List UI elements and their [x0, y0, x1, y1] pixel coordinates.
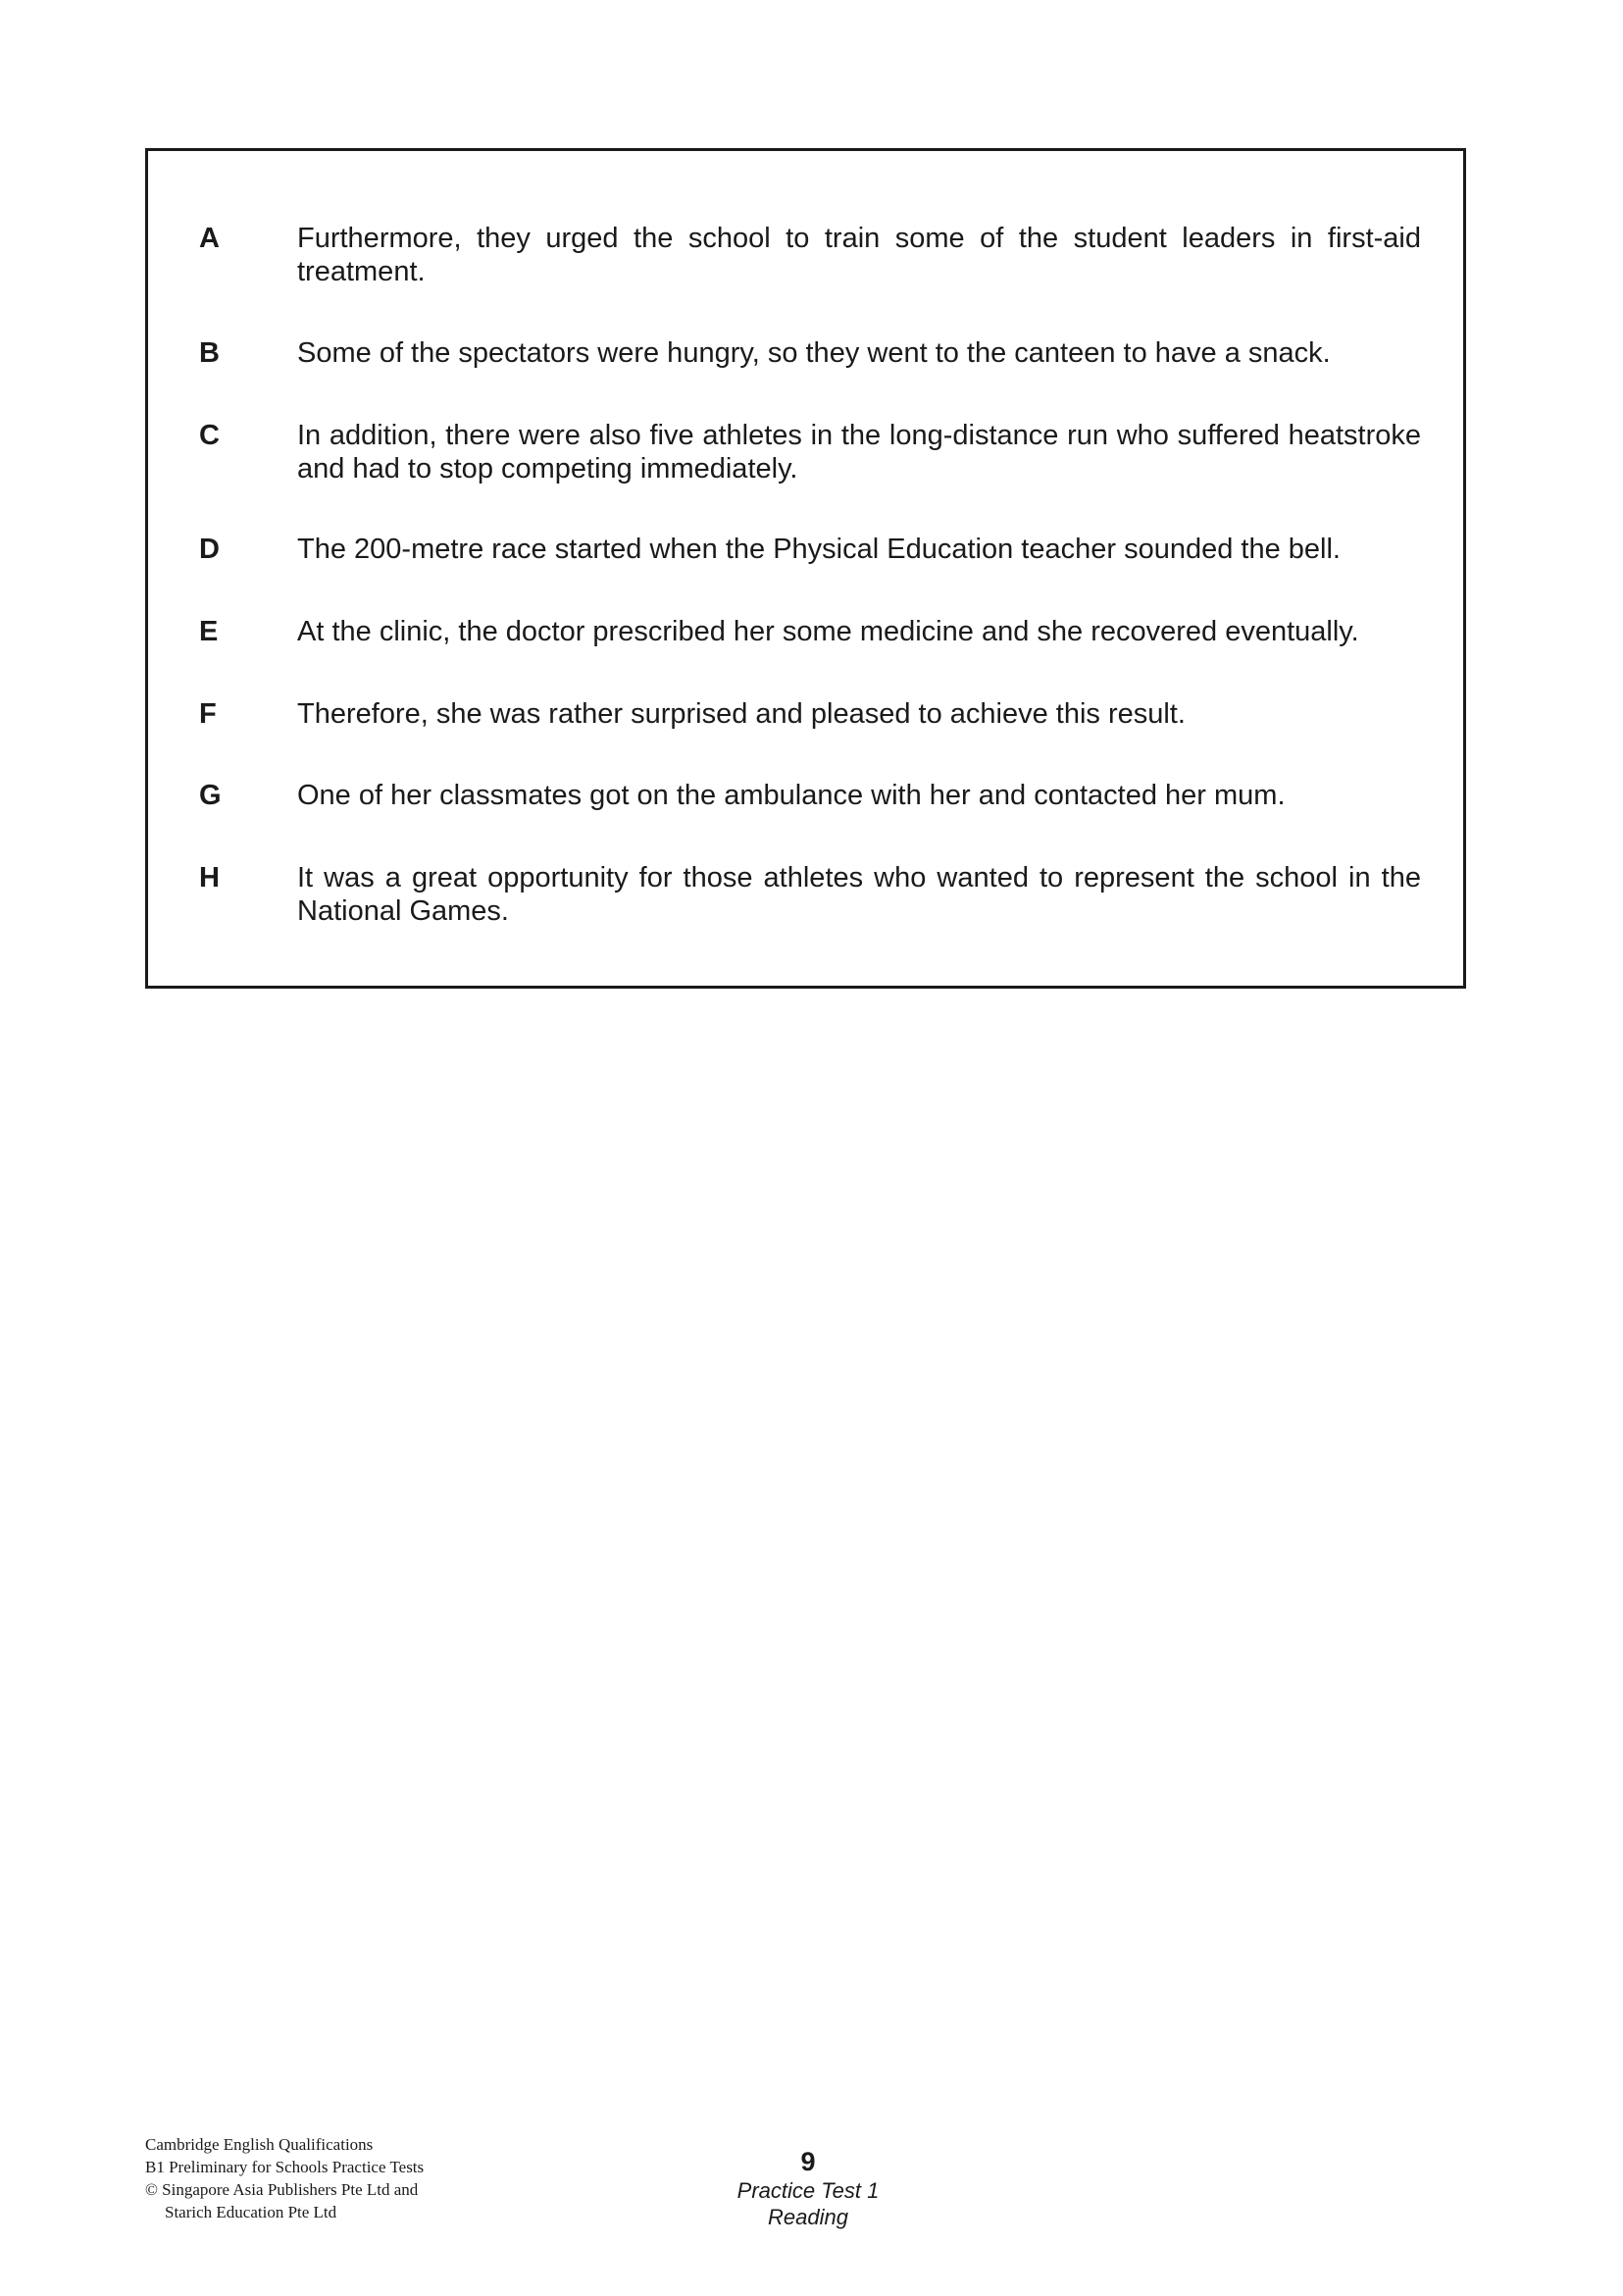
option-text: Furthermore, they urged the school to train some of the student leaders in first-aid treatment. — [297, 223, 1421, 287]
publisher-line: © Singapore Asia Publishers Pte Ltd and — [145, 2180, 419, 2199]
publisher-line: B1 Preliminary for Schools Practice Tests — [145, 2158, 425, 2176]
option-letter: H — [199, 862, 220, 893]
page-number: 9 — [800, 2147, 816, 2176]
test-name: Practice Test 1 — [736, 2178, 880, 2203]
option-letter: G — [199, 780, 222, 811]
option-text: One of her classmates got on the ambulance with her and contacted her mum. — [297, 780, 1286, 811]
section-name: Reading — [768, 2205, 848, 2229]
option-letter: D — [199, 534, 220, 565]
option-letter: E — [199, 616, 219, 647]
option-text: Some of the spectators were hungry, so they went to the canteen to have a snack. — [297, 337, 1331, 369]
option-letter: A — [199, 223, 220, 254]
option-text: In addition, there were also five athletes in the long-distance run who suffered heatstroke and had to stop competing immediately. — [297, 420, 1421, 485]
option-text: It was a great opportunity for those athletes who wanted to represent the school in the National Games. — [297, 862, 1421, 927]
option-text: Therefore, she was rather surprised and pleased to achieve this result. — [297, 698, 1186, 730]
publisher-line: Cambridge English Qualifications — [145, 2135, 374, 2154]
option-text: The 200-metre race started when the Physical Education teacher sounded the bell. — [297, 534, 1341, 565]
option-letter: F — [199, 698, 217, 730]
publisher-line: Starich Education Pte Ltd — [165, 2203, 337, 2221]
publisher-info — [145, 2133, 424, 2223]
option-text: At the clinic, the doctor prescribed her some medicine and she recovered eventually. — [297, 616, 1359, 647]
option-letter: B — [199, 337, 220, 369]
page-footer — [710, 2146, 906, 2230]
options-box — [145, 148, 1466, 989]
option-letter: C — [199, 420, 220, 451]
